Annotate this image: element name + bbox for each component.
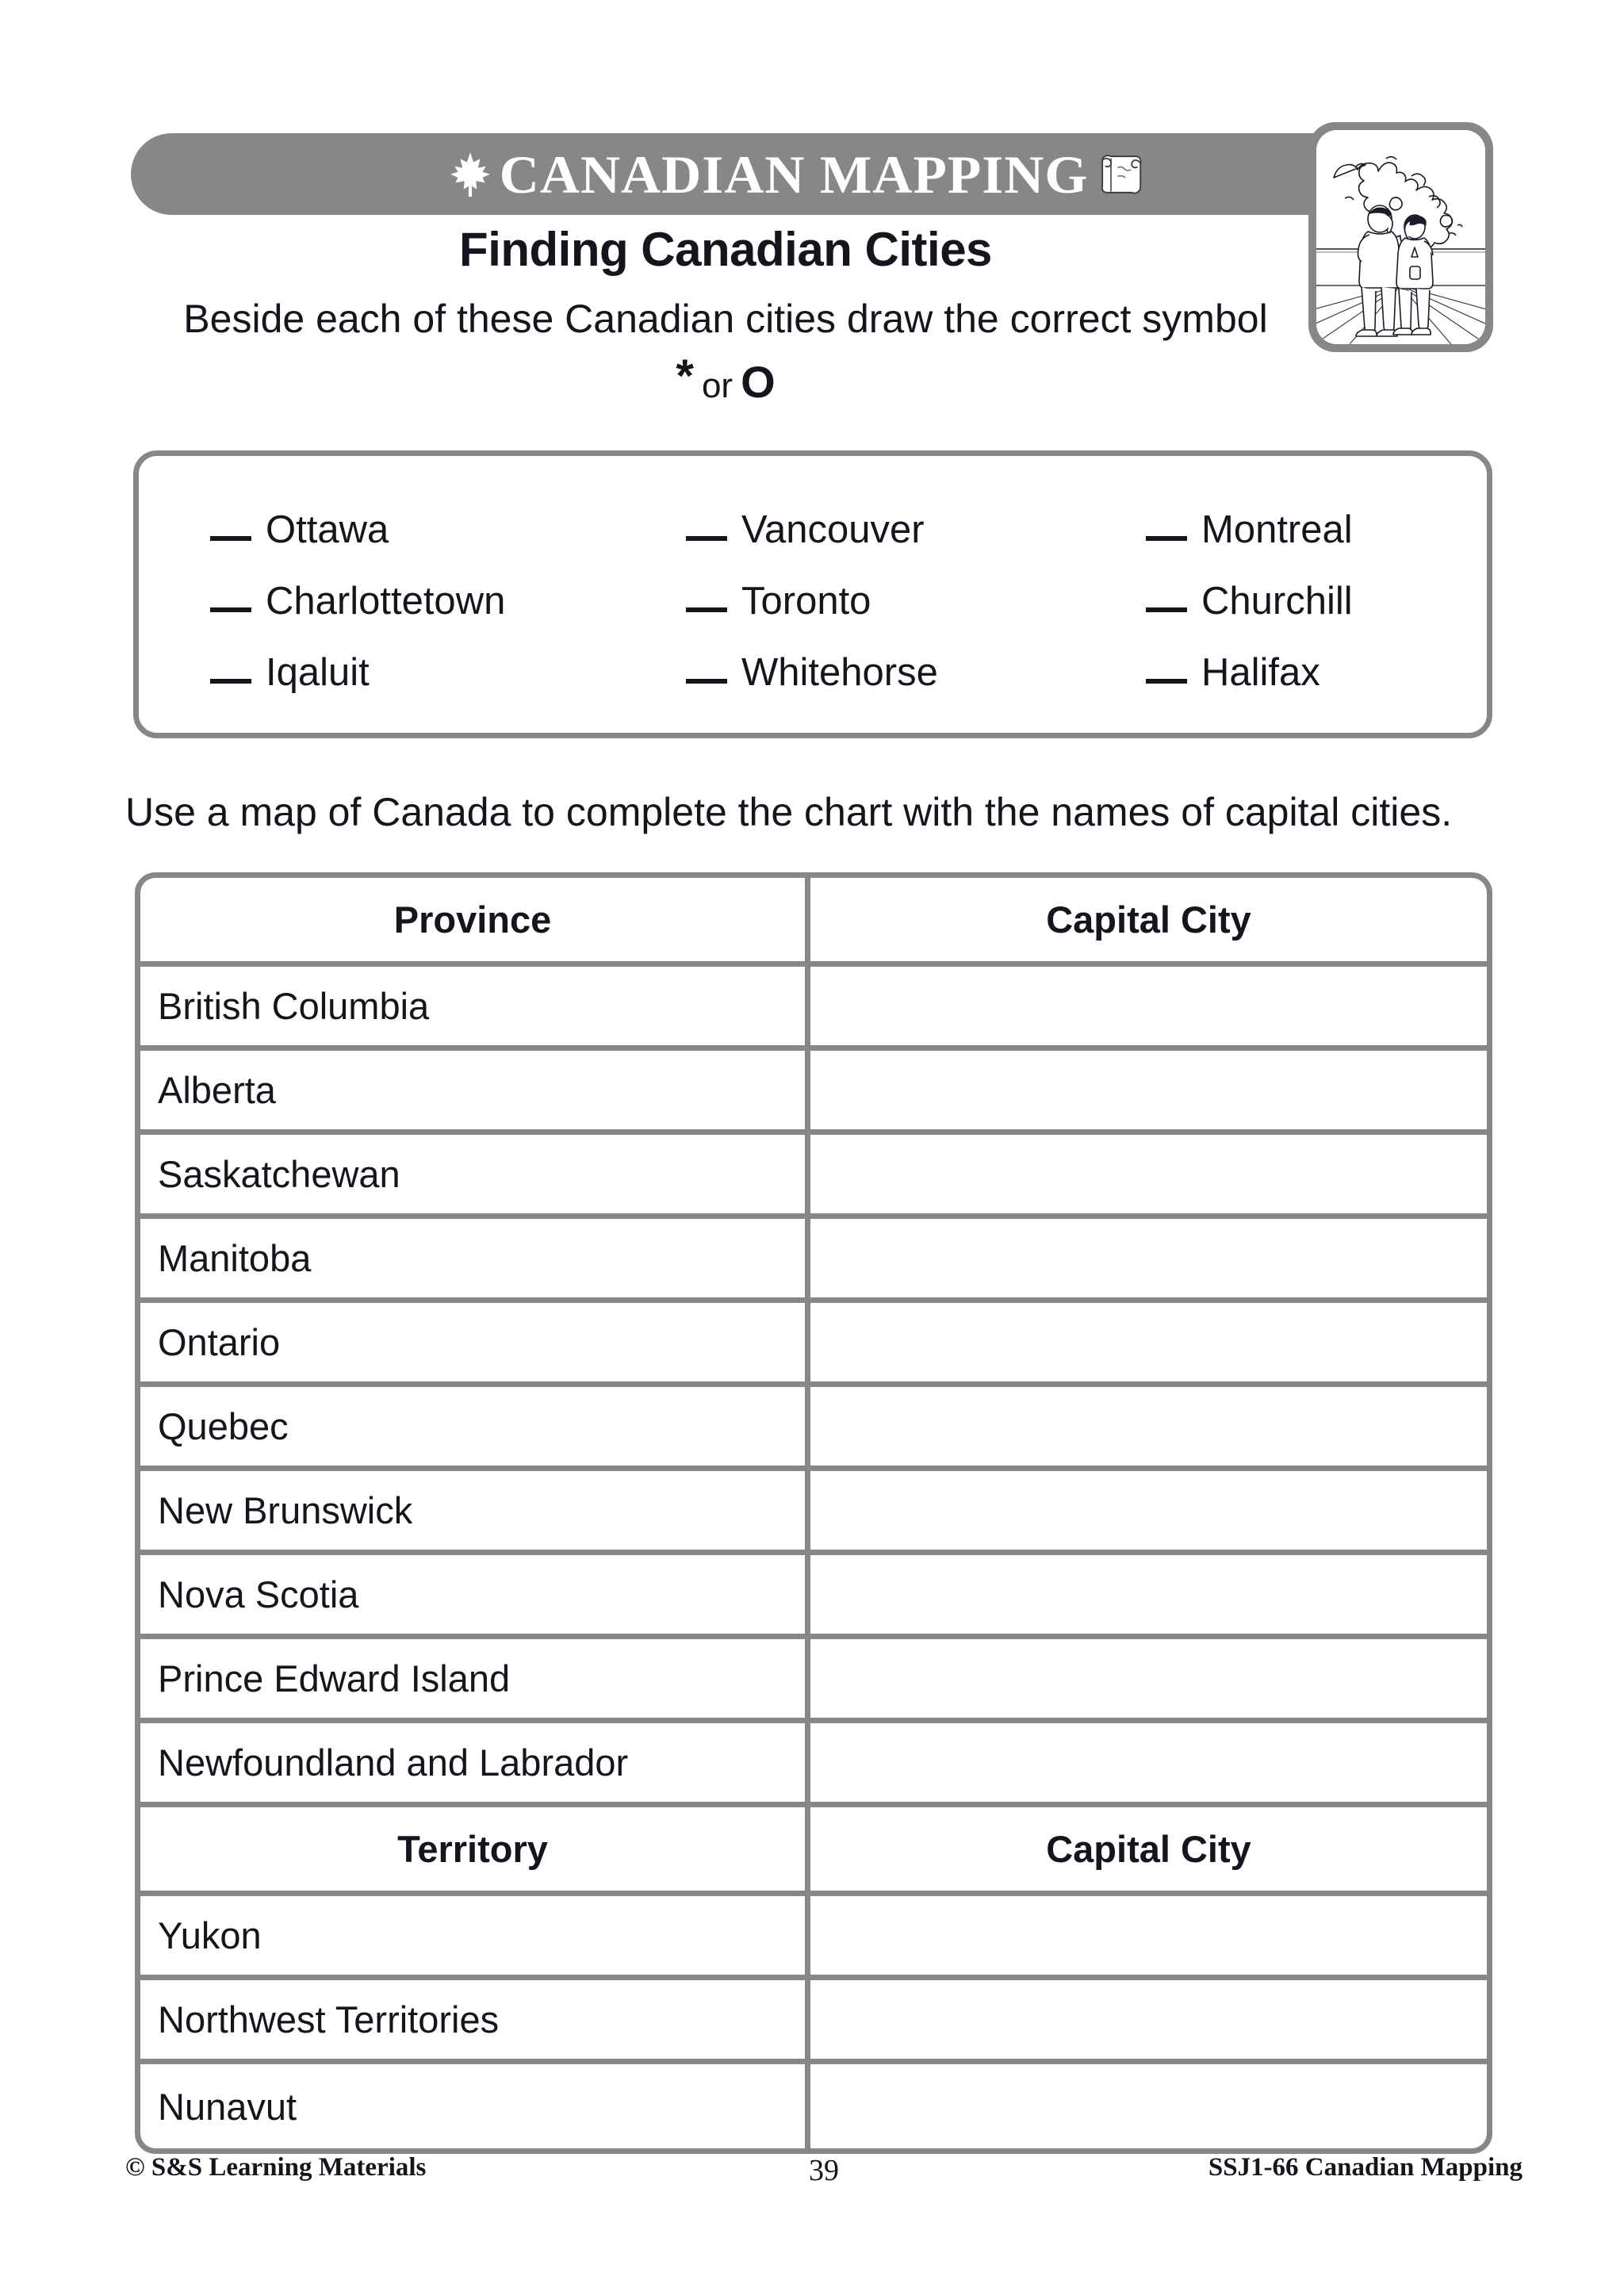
capitals-table [140, 878, 1487, 2148]
star-symbol: * [676, 351, 694, 402]
capital-answer-cell[interactable] [810, 1219, 1487, 1303]
province-name: Ontario [140, 1303, 810, 1387]
answer-blank[interactable] [1146, 607, 1187, 612]
scroll-map-icon [1097, 151, 1144, 197]
table-row [140, 1051, 1487, 1135]
capital-answer-cell[interactable] [810, 967, 1487, 1051]
banner-title: CANADIAN MAPPING [499, 144, 1089, 205]
table-row [140, 1639, 1487, 1723]
capital-answer-cell[interactable] [810, 1555, 1487, 1639]
cities-grid [210, 494, 1431, 708]
city-label: Churchill [1201, 580, 1353, 623]
city-label: Halifax [1201, 651, 1320, 694]
capital-answer-cell[interactable] [810, 1135, 1487, 1219]
or-label: or [701, 366, 733, 405]
province-name: Alberta [140, 1051, 810, 1135]
table-row [140, 1135, 1487, 1219]
territory-header: Territory [140, 1807, 810, 1896]
page-subtitle: Finding Canadian Cities [459, 223, 992, 276]
city-label: Charlottetown [266, 580, 506, 623]
answer-blank[interactable] [686, 607, 727, 612]
city-item[interactable] [1146, 579, 1431, 623]
territory-name: Nunavut [140, 2064, 810, 2148]
city-item[interactable] [210, 579, 686, 623]
table-header-row [140, 878, 1487, 967]
capital-answer-cell[interactable] [810, 1896, 1487, 1980]
answer-blank[interactable] [1146, 679, 1187, 684]
city-item[interactable] [686, 579, 1146, 623]
province-header: Province [140, 878, 810, 967]
answer-blank[interactable] [686, 536, 727, 541]
header-illustration [1316, 130, 1485, 344]
worksheet-header [131, 133, 1493, 407]
page-number: 39 [809, 2154, 839, 2187]
province-name: Nova Scotia [140, 1555, 810, 1639]
symbol-legend [131, 351, 1320, 407]
city-label: Ottawa [266, 508, 389, 551]
province-name: Saskatchewan [140, 1135, 810, 1219]
answer-blank[interactable] [686, 679, 727, 684]
province-name: Manitoba [140, 1219, 810, 1303]
children-world-map-drawing [1316, 130, 1485, 344]
capital-answer-cell[interactable] [810, 1303, 1487, 1387]
capital-answer-cell[interactable] [810, 1471, 1487, 1555]
product-code: SSJ1-66 Canadian Mapping [1208, 2153, 1522, 2182]
city-item[interactable] [1146, 508, 1431, 552]
city-item[interactable] [1146, 650, 1431, 695]
copyright-text: © S&S Learning Materials [125, 2153, 427, 2182]
province-name: Newfoundland and Labrador [140, 1723, 810, 1807]
province-name: British Columbia [140, 967, 810, 1051]
table-row [140, 1555, 1487, 1639]
capital-answer-cell[interactable] [810, 1980, 1487, 2064]
table-row [140, 1896, 1487, 1980]
city-item[interactable] [210, 508, 686, 552]
city-label: Vancouver [741, 508, 925, 551]
territory-header-row [140, 1807, 1487, 1896]
table-row [140, 1723, 1487, 1807]
province-name: Quebec [140, 1387, 810, 1471]
capital-answer-cell[interactable] [810, 1639, 1487, 1723]
province-name: Prince Edward Island [140, 1639, 810, 1723]
city-label: Montreal [1201, 508, 1353, 551]
maple-leaf-icon [450, 151, 491, 197]
territory-name: Northwest Territories [140, 1980, 810, 2064]
city-item[interactable] [686, 650, 1146, 695]
table-row [140, 1387, 1487, 1471]
header-illustration-frame [1308, 122, 1493, 352]
capital-answer-cell[interactable] [810, 1051, 1487, 1135]
capital-answer-cell[interactable] [810, 1387, 1487, 1471]
answer-blank[interactable] [210, 607, 251, 612]
table-row [140, 2064, 1487, 2148]
instruction-complete-chart: Use a map of Canada to complete the chart with the names of capital cities. [125, 790, 1453, 834]
city-label: Toronto [741, 580, 871, 623]
capital-answer-cell[interactable] [810, 1723, 1487, 1807]
cities-list-box [133, 450, 1492, 738]
city-item[interactable] [686, 508, 1146, 552]
city-label: Iqaluit [266, 651, 370, 694]
title-banner [131, 133, 1320, 215]
circle-symbol: O [741, 356, 776, 407]
city-label: Whitehorse [741, 651, 938, 694]
table-row [140, 967, 1487, 1051]
instruction-draw-symbol: Beside each of these Canadian cities draw the correct symbol [183, 297, 1268, 341]
province-name: New Brunswick [140, 1471, 810, 1555]
table-row [140, 1219, 1487, 1303]
city-item[interactable] [210, 650, 686, 695]
territory-name: Yukon [140, 1896, 810, 1980]
table-row [140, 1471, 1487, 1555]
page-footer [125, 2153, 1522, 2190]
capitals-chart [135, 872, 1492, 2154]
answer-blank[interactable] [1146, 536, 1187, 541]
answer-blank[interactable] [210, 536, 251, 541]
table-row [140, 1980, 1487, 2064]
capital-header: Capital City [810, 878, 1487, 967]
capital-header: Capital City [810, 1807, 1487, 1896]
answer-blank[interactable] [210, 679, 251, 684]
table-row [140, 1303, 1487, 1387]
capital-answer-cell[interactable] [810, 2064, 1487, 2148]
